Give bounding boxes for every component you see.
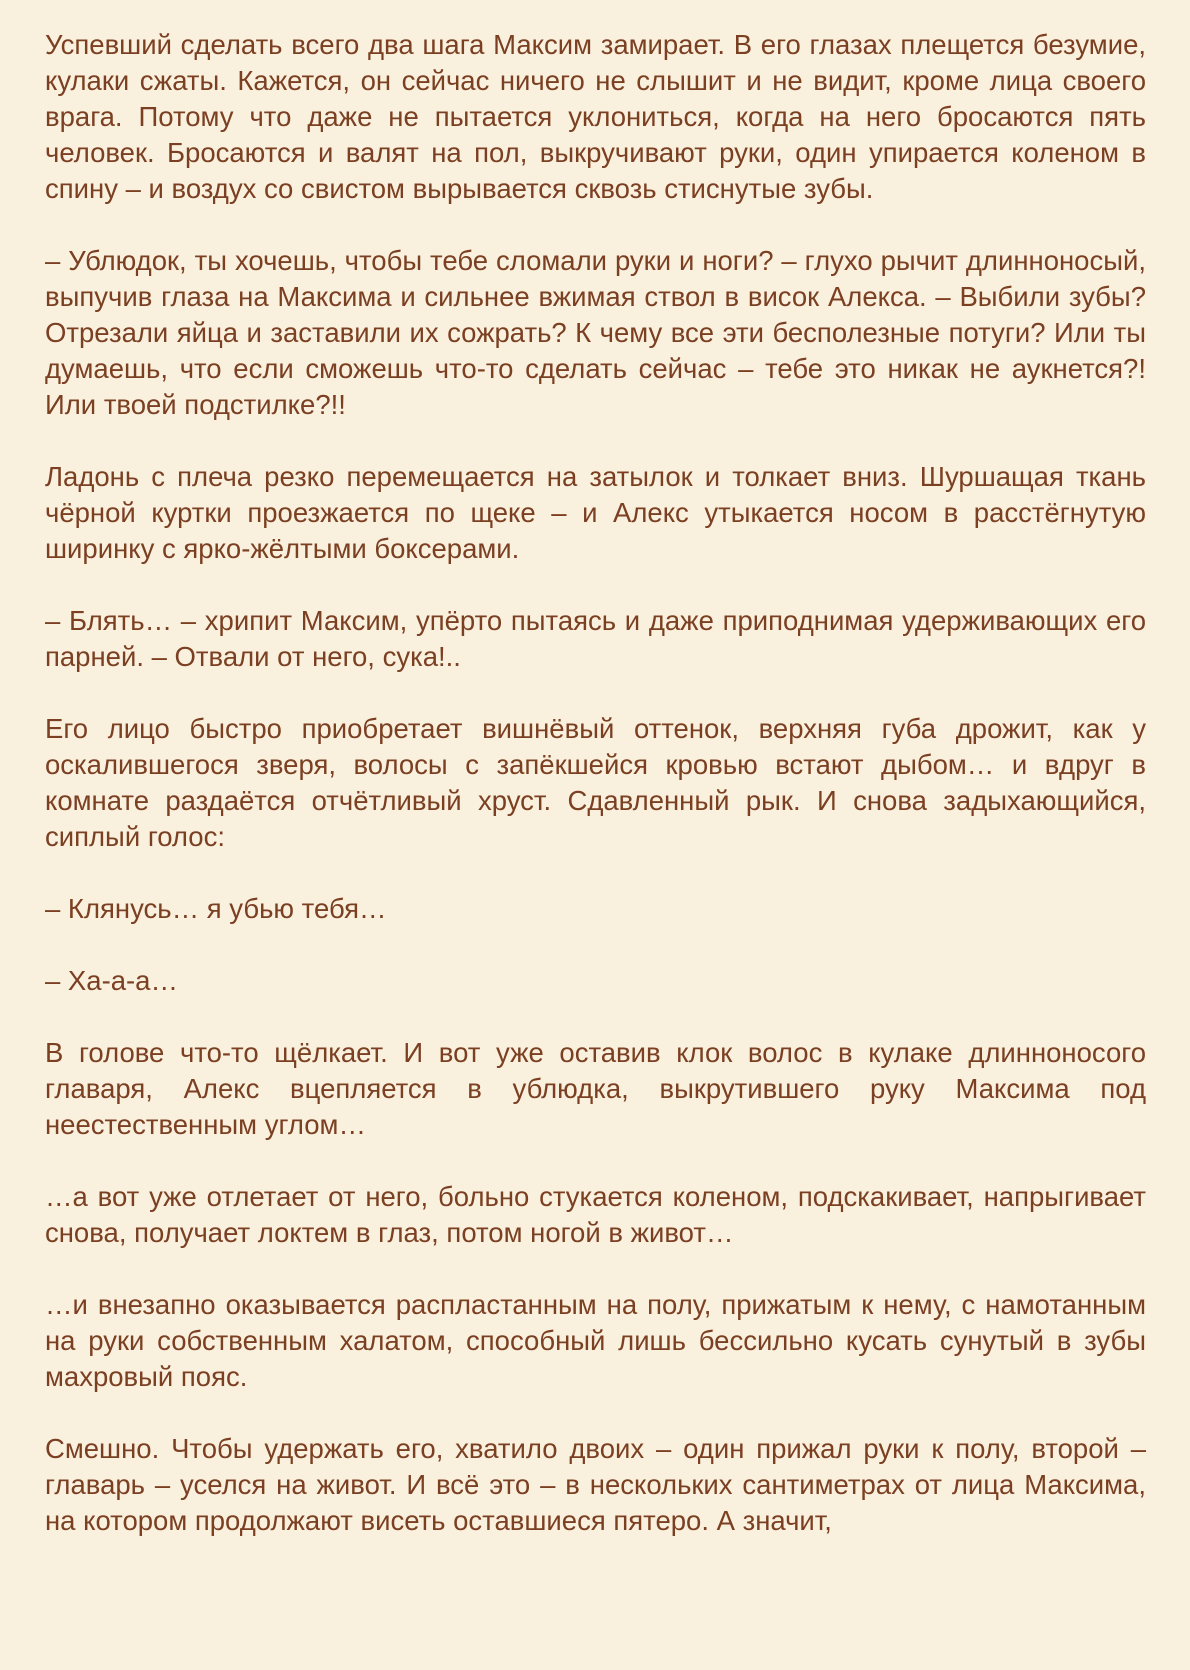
paragraph: В голове что-то щёлкает. И вот уже оставив клок волос в кулаке длинноносого главаря, Алекс вцепляется в ублюдка, выкрутившего руку Максима под неестественным углом… (45, 1037, 1146, 1140)
paragraph: – Клянусь… я убью тебя… (45, 893, 387, 924)
paragraph: – Ублюдок, ты хочешь, чтобы тебе сломали руки и ноги? – глухо рычит длинноносый, выпучив глаза на Максима и сильнее вжимая ствол в висок Алекса. – Выбили зубы? Отрезали яйца и заставили их сожрать? К чему все эти бесполезные потуги? Или ты думаешь, что если сможешь что-то сделать сейчас – тебе это никак не аукнется?! Или твоей подстилке?!! (45, 245, 1146, 420)
paragraph: Успевший сделать всего два шага Максим замирает. В его глазах плещется безумие, кулаки сжаты. Кажется, он сейчас ничего не слышит и не видит, кроме лица своего врага. Потому что даже не пытается уклониться, когда на него бросаются пять человек. Бросаются и валят на пол, выкручивают руки, один упирается коленом в спину – и воздух со свистом вырывается сквозь стиснутые зубы. (45, 29, 1146, 204)
paragraph: Его лицо быстро приобретает вишнёвый оттенок, верхняя губа дрожит, как у оскалившегося зверя, волосы с запёкшейся кровью встают дыбом… и вдруг в комнате раздаётся отчётливый хруст. Сдавленный рык. И снова задыхающийся, сиплый голос: (45, 713, 1146, 852)
paragraph: …и внезапно оказывается распластанным на полу, прижатым к нему, с намотанным на руки собственным халатом, способный лишь бессильно кусать сунутый в зубы махровый пояс. (45, 1289, 1146, 1392)
paragraph: Смешно. Чтобы удержать его, хватило двоих – один прижал руки к полу, второй – главарь – уселся на живот. И всё это – в нескольких сантиметрах от лица Максима, на котором продолжают висеть оставшиеся пятеро. А значит, (45, 1433, 1146, 1536)
paragraph: – Блять… – хрипит Максим, упёрто пытаясь и даже приподнимая удерживающих его парней. – Отвали от него, сука!.. (45, 605, 1146, 672)
paragraph: – Ха-а-а… (45, 965, 178, 996)
paragraph: Ладонь с плеча резко перемещается на затылок и толкает вниз. Шуршащая ткань чёрной куртки проезжается по щеке – и Алекс утыкается носом в расстёгнутую ширинку с ярко-жёлтыми боксерами. (45, 461, 1146, 564)
paragraph: …а вот уже отлетает от него, больно стукается коленом, подскакивает, напрыгивает снова, получает локтем в глаз, потом ногой в живот… (45, 1181, 1146, 1248)
